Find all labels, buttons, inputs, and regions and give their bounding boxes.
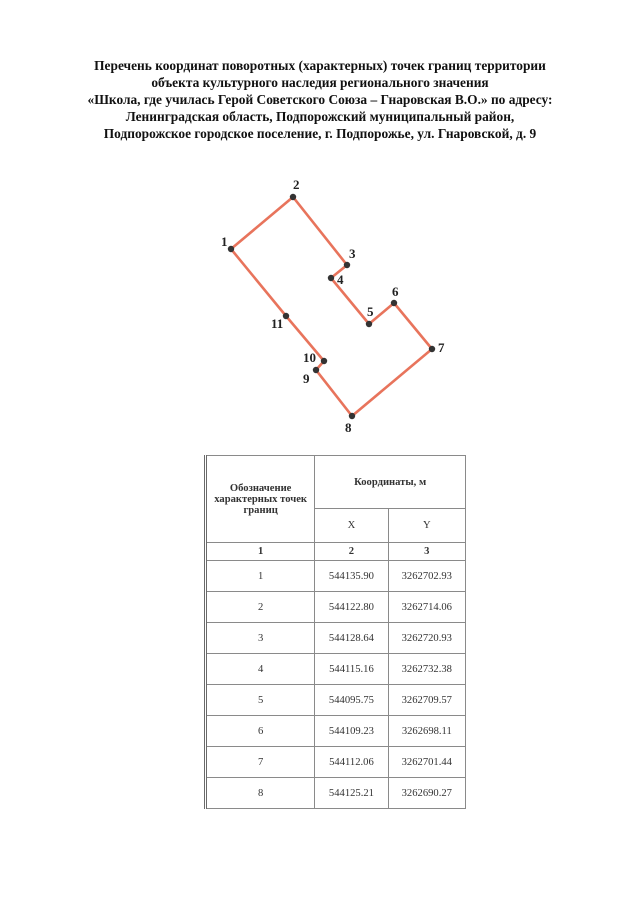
row-y: 3262732.38 bbox=[388, 654, 465, 685]
header-coords: Координаты, м bbox=[315, 456, 466, 509]
table-row bbox=[206, 654, 466, 685]
coordinates-table bbox=[204, 455, 466, 809]
boundary-point-label: 8 bbox=[345, 420, 352, 435]
document-title bbox=[0, 57, 640, 142]
boundary-point-marker bbox=[283, 313, 289, 319]
row-x: 544122.80 bbox=[315, 592, 388, 623]
boundary-point-label: 1 bbox=[221, 234, 228, 249]
title-line: объекта культурного наследия регионального значения bbox=[151, 75, 489, 90]
boundary-point-label: 7 bbox=[438, 340, 445, 355]
header-point-cell bbox=[206, 456, 315, 543]
row-point: 8 bbox=[206, 778, 315, 809]
boundary-point-marker bbox=[313, 367, 319, 373]
boundary-point-label: 3 bbox=[349, 246, 356, 261]
row-point: 7 bbox=[206, 747, 315, 778]
row-x: 544135.90 bbox=[315, 561, 388, 592]
boundary-point-label: 5 bbox=[367, 304, 374, 319]
title-line: Ленинградская область, Подпорожский муниципальный район, bbox=[125, 109, 515, 124]
table-row bbox=[206, 592, 466, 623]
row-y: 3262714.06 bbox=[388, 592, 465, 623]
row-y: 3262701.44 bbox=[388, 747, 465, 778]
row-y: 3262720.93 bbox=[388, 623, 465, 654]
boundary-point-label: 4 bbox=[337, 272, 344, 287]
row-point: 5 bbox=[206, 685, 315, 716]
row-y: 3262690.27 bbox=[388, 778, 465, 809]
row-x: 544109.23 bbox=[315, 716, 388, 747]
title-line: Перечень координат поворотных (характерных) точек границ территории bbox=[94, 58, 546, 73]
row-point: 3 bbox=[206, 623, 315, 654]
boundary-polygon bbox=[231, 197, 432, 416]
title-line: Подпорожское городское поселение, г. Подпорожье, ул. Гнаровской, д. 9 bbox=[103, 126, 537, 141]
row-y: 3262698.11 bbox=[388, 716, 465, 747]
boundary-point-marker bbox=[344, 262, 350, 268]
boundary-point-marker bbox=[349, 413, 355, 419]
col-number: 2 bbox=[315, 543, 388, 561]
table-row bbox=[206, 716, 466, 747]
boundary-point-marker bbox=[328, 275, 334, 281]
row-x: 544125.21 bbox=[315, 778, 388, 809]
boundary-point-marker bbox=[391, 300, 397, 306]
row-point: 1 bbox=[206, 561, 315, 592]
boundary-point-label: 6 bbox=[392, 284, 399, 299]
header-point: Обозначение характерных точек границ bbox=[214, 482, 307, 516]
row-point: 2 bbox=[206, 592, 315, 623]
boundary-point-label: 9 bbox=[303, 371, 310, 386]
row-point: 6 bbox=[206, 716, 315, 747]
table-row bbox=[206, 623, 466, 654]
boundary-point-label: 2 bbox=[293, 177, 300, 192]
boundary-point-label: 11 bbox=[271, 316, 284, 331]
boundary-point-marker bbox=[228, 246, 234, 252]
row-y: 3262709.57 bbox=[388, 685, 465, 716]
header-x: X bbox=[315, 509, 388, 543]
row-y: 3262702.93 bbox=[388, 561, 465, 592]
row-x: 544115.16 bbox=[315, 654, 388, 685]
boundary-point-marker bbox=[290, 194, 296, 200]
col-number: 1 bbox=[206, 543, 315, 561]
table-row bbox=[206, 685, 466, 716]
boundary-plan bbox=[0, 170, 640, 440]
boundary-point-marker bbox=[366, 321, 372, 327]
table-row bbox=[206, 778, 466, 809]
row-x: 544095.75 bbox=[315, 685, 388, 716]
table-row bbox=[206, 561, 466, 592]
title-line: «Школа, где училась Герой Советского Союза – Гнаровская В.О.» по адресу: bbox=[87, 92, 553, 107]
row-point: 4 bbox=[206, 654, 315, 685]
boundary-point-label: 10 bbox=[303, 350, 316, 365]
table-row bbox=[206, 747, 466, 778]
boundary-points bbox=[221, 177, 445, 435]
row-x: 544112.06 bbox=[315, 747, 388, 778]
row-x: 544128.64 bbox=[315, 623, 388, 654]
boundary-point-marker bbox=[429, 346, 435, 352]
header-y: Y bbox=[388, 509, 465, 543]
col-number: 3 bbox=[388, 543, 465, 561]
boundary-point-marker bbox=[321, 358, 327, 364]
